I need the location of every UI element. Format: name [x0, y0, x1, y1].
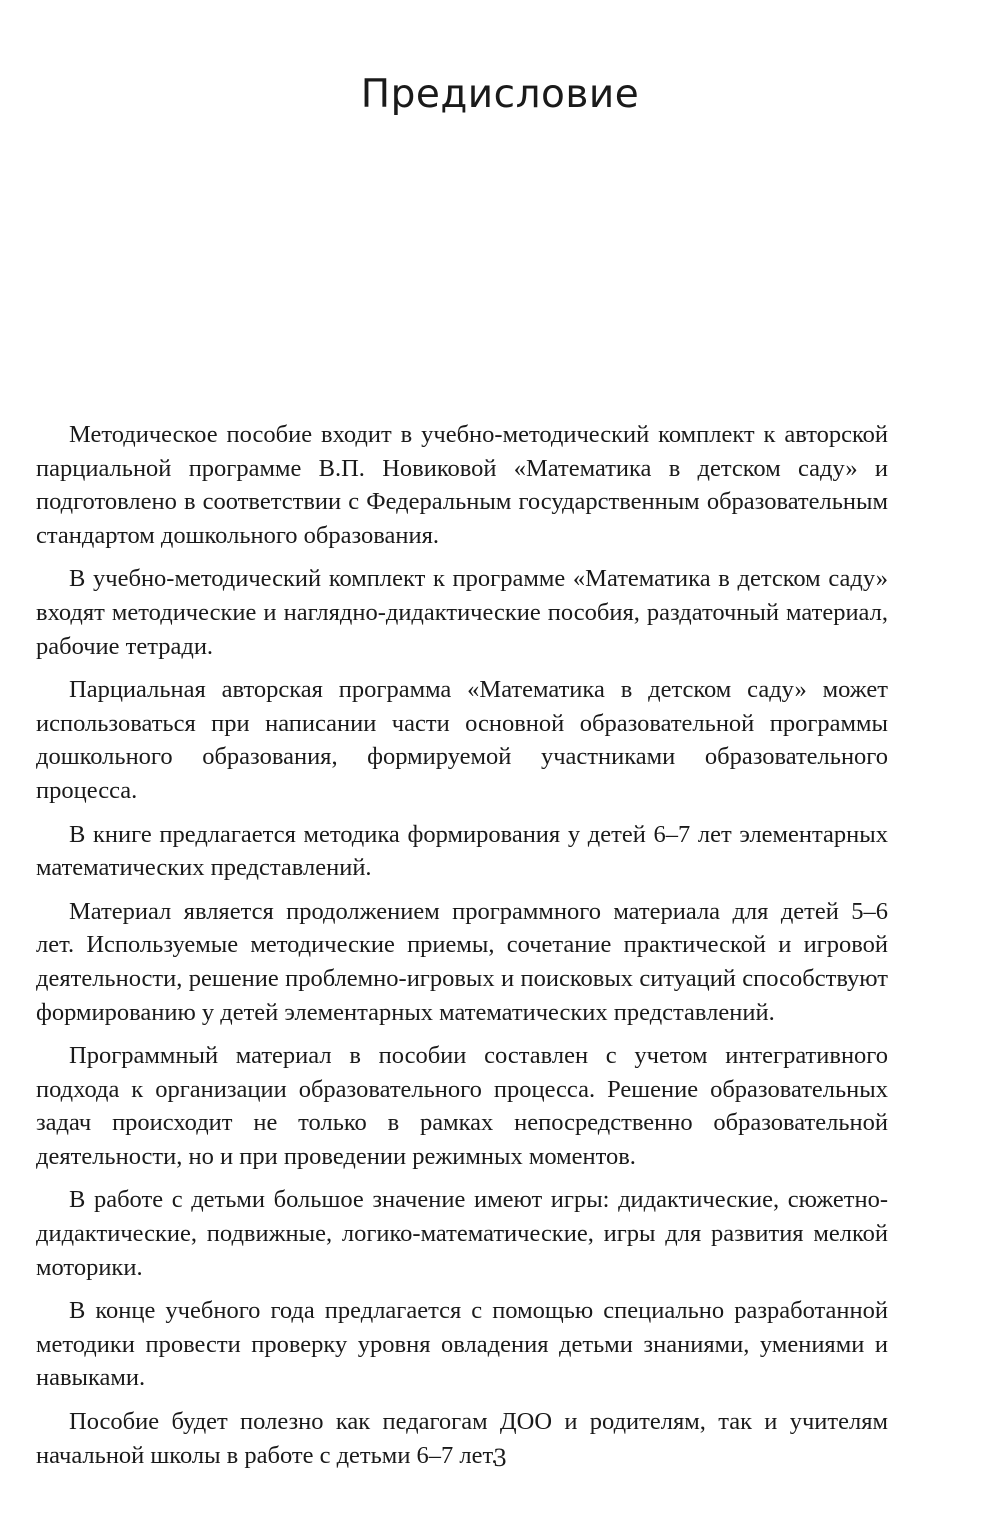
paragraph: Методическое пособие входит в учебно-методический комплект к авторской парциальной программе В.П. Новиковой «Математика в детском саду» и подготовлено в соответствии с Федеральным государственным образовательным стандартом дошкольного образования.	[36, 421, 888, 549]
preface-body	[36, 418, 888, 1482]
paragraph: В работе с детьми большое значение имеют игры: дидактические, сюжетно-дидактические, подвижные, логико-математические, игры для развития мелкой моторики.	[36, 1186, 888, 1281]
page-title: Предисловие	[360, 72, 640, 117]
paragraph: В конце учебного года предлагается с помощью специально разработанной методики провести проверку уровня овладения детьми знаниями, умениями и навыками.	[36, 1297, 888, 1392]
page-number: 3	[493, 1443, 507, 1472]
paragraph: В книге предлагается методика формирования у детей 6–7 лет элементарных математических представлений.	[36, 820, 888, 882]
paragraph: Материал является продолжением программного материала для детей 5–6 лет. Используемые методические приемы, сочетание практической и игровой деятельности, решение проблемно-игровых и поисковых ситуаций способствуют формированию у детей элементарных математических представлений.	[36, 897, 888, 1026]
paragraph: В учебно-методический комплект к программе «Математика в детском саду» входят методические и наглядно-дидактические пособия, раздаточный материал, рабочие тетради.	[36, 565, 888, 660]
paragraph: Программный материал в пособии составлен с учетом интегративного подхода к организации образовательного процесса. Решение образовательных задач происходит не только в рамках непосредственно образовательной деятельности, но и при проведении режимных моментов.	[36, 1042, 888, 1170]
paragraph: Парциальная авторская программа «Математика в детском саду» может использоваться при написании части основной образовательной программы дошкольного образования, формируемой участниками образовательного процесса.	[36, 676, 888, 804]
paragraph: Пособие будет полезно как педагогам ДОО и родителям, так и учителям начальной школы в работе с детьми 6–7 лет.	[36, 1408, 888, 1469]
